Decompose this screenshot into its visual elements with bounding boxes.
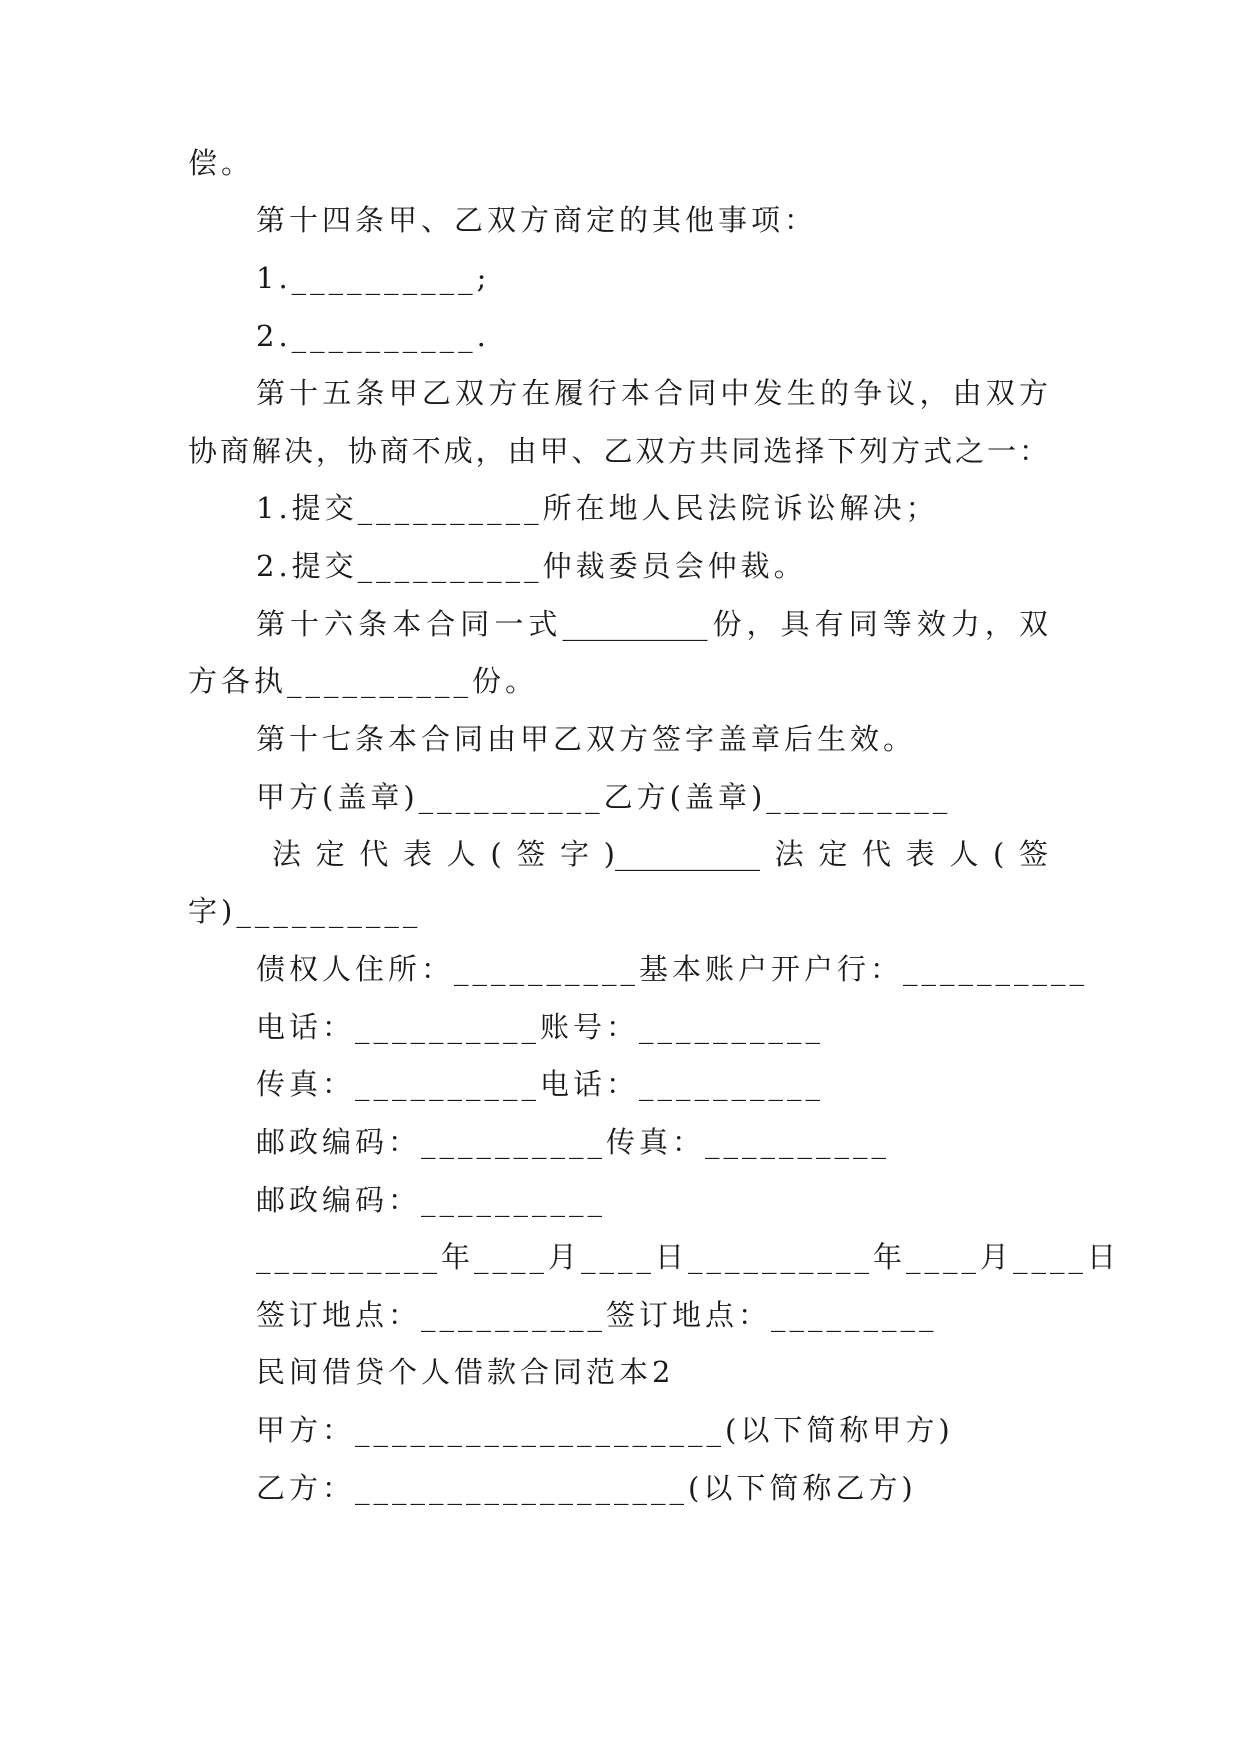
- text-line: 协商解决，协商不成，由甲、乙双方共同选择下列方式之一：: [188, 434, 1048, 468]
- section-title: 民间借贷个人借款合同范本2: [256, 1355, 675, 1389]
- text-line: 偿。: [188, 146, 255, 180]
- phone-line: 电话：__________账号：__________: [256, 1010, 825, 1044]
- signing-place-line: 签订地点：__________签订地点：_________: [256, 1298, 938, 1332]
- article-17: 第十七条本合同由甲乙双方签字盖章后生效。: [256, 722, 917, 756]
- list-item: 1.__________;: [256, 261, 491, 295]
- creditor-address-line: 债权人住所：__________基本账户开户行：__________: [256, 952, 1089, 986]
- article-15: 第十五条甲乙双方在履行本合同中发生的争议，由双方: [256, 376, 1048, 410]
- party-b-line: 乙方：__________________(以下简称乙方): [256, 1471, 917, 1505]
- list-item: 1.提交__________所在地人民法院诉讼解决；: [256, 491, 939, 525]
- article-14: 第十四条甲、乙双方商定的其他事项：: [256, 203, 818, 237]
- list-item: 2.提交__________仲裁委员会仲裁。: [256, 549, 807, 583]
- date-line: __________年____月____日__________年____月____日: [256, 1240, 1121, 1274]
- list-item: 2.__________.: [256, 319, 490, 353]
- fax-line: 传真：__________电话：__________: [256, 1067, 825, 1101]
- seal-line: 甲方(盖章)__________乙方(盖章)__________: [256, 780, 952, 814]
- postcode-line: 邮政编码：__________传真：__________: [256, 1125, 891, 1159]
- postcode-line: 邮政编码：__________: [256, 1183, 607, 1217]
- signature-line: 法定代表人(签字)__________法定代表人(签: [272, 837, 1048, 871]
- text-line: 方各执__________份。: [188, 664, 539, 698]
- signature-line: 字)__________: [188, 894, 422, 928]
- article-16: 第十六条本合同一式__________份，具有同等效力，双: [256, 607, 1048, 641]
- party-a-line: 甲方：____________________(以下简称甲方): [256, 1413, 954, 1447]
